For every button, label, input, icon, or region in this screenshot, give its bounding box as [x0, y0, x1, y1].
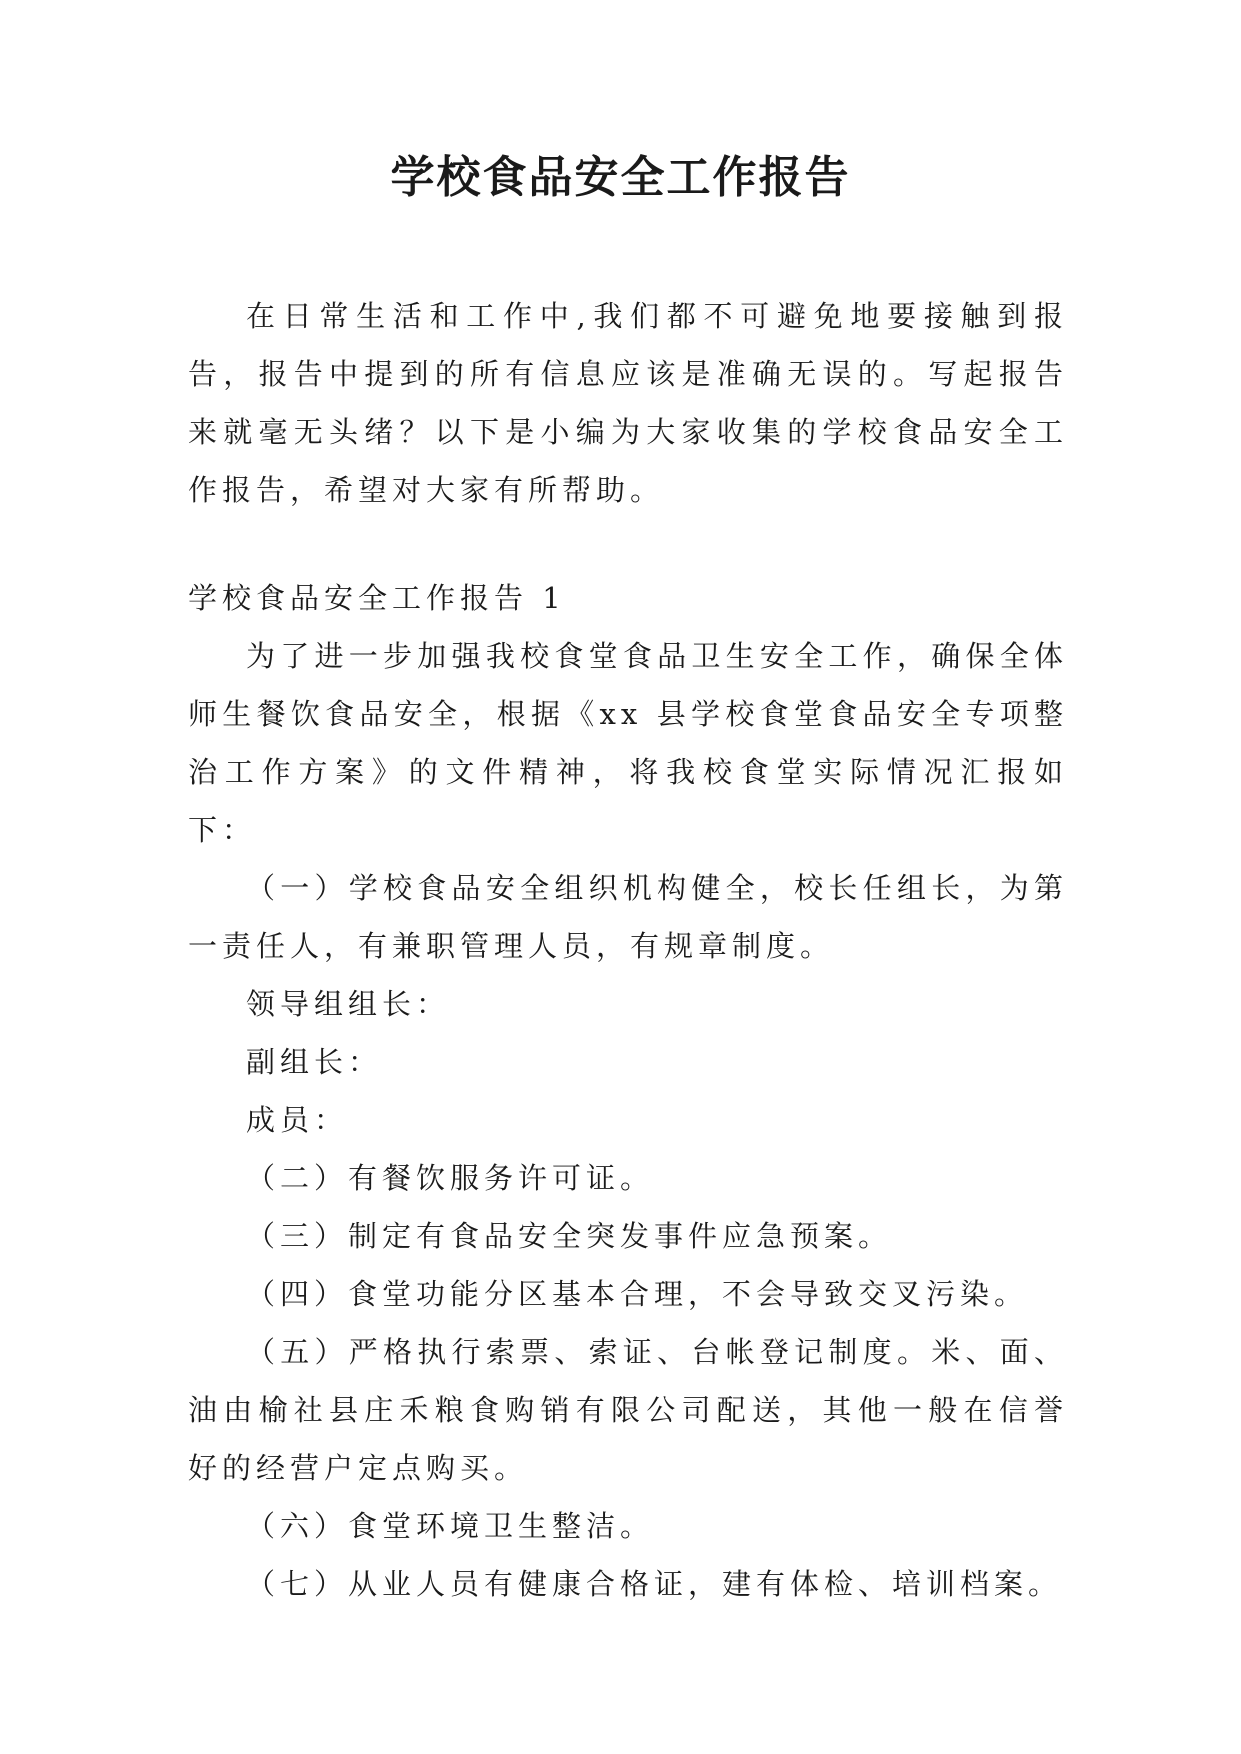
paragraph: （四）食堂功能分区基本合理，不会导致交叉污染。 — [246, 1277, 1029, 1311]
paragraph: （三）制定有食品安全突发事件应急预案。 — [246, 1219, 893, 1253]
paragraph: 为了进一步加强我校食堂食品卫生安全工作，确保全体师生餐饮食品安全，根据《xx 县学校食堂食品安全专项整治工作方案》的文件精神，将我校食堂实际情况汇报如下： — [188, 639, 1068, 847]
paragraph: （六）食堂环境卫生整洁。 — [246, 1509, 655, 1543]
paragraph: （一）学校食品安全组织机构健全，校长任组长，为第一责任人，有兼职管理人员，有规章制度。 — [188, 871, 1068, 963]
document-body — [188, 287, 1068, 1613]
intro-paragraph: 在日常生活和工作中,我们都不可避免地要接触到报告，报告中提到的所有信息应该是准确无误的。写起报告来就毫无头绪？以下是小编为大家收集的学校食品安全工作报告，希望对大家有所帮助。 — [188, 299, 1068, 507]
document-title: 学校食品安全工作报告 — [390, 152, 851, 203]
paragraph-gap — [188, 519, 1068, 569]
paragraph: 成员： — [246, 1103, 349, 1137]
paragraph: （七）从业人员有健康合格证，建有体检、培训档案。 — [246, 1567, 1063, 1601]
section-heading: 学校食品安全工作报告 1 — [188, 581, 566, 615]
paragraph: 领导组组长： — [246, 987, 451, 1021]
paragraph: 副组长： — [246, 1045, 383, 1079]
paragraph: （二）有餐饮服务许可证。 — [246, 1161, 655, 1195]
paragraph: （五）严格执行索票、索证、台帐登记制度。米、面、油由榆社县庄禾粮食购销有限公司配送，其他一般在信誉好的经营户定点购买。 — [188, 1335, 1068, 1485]
